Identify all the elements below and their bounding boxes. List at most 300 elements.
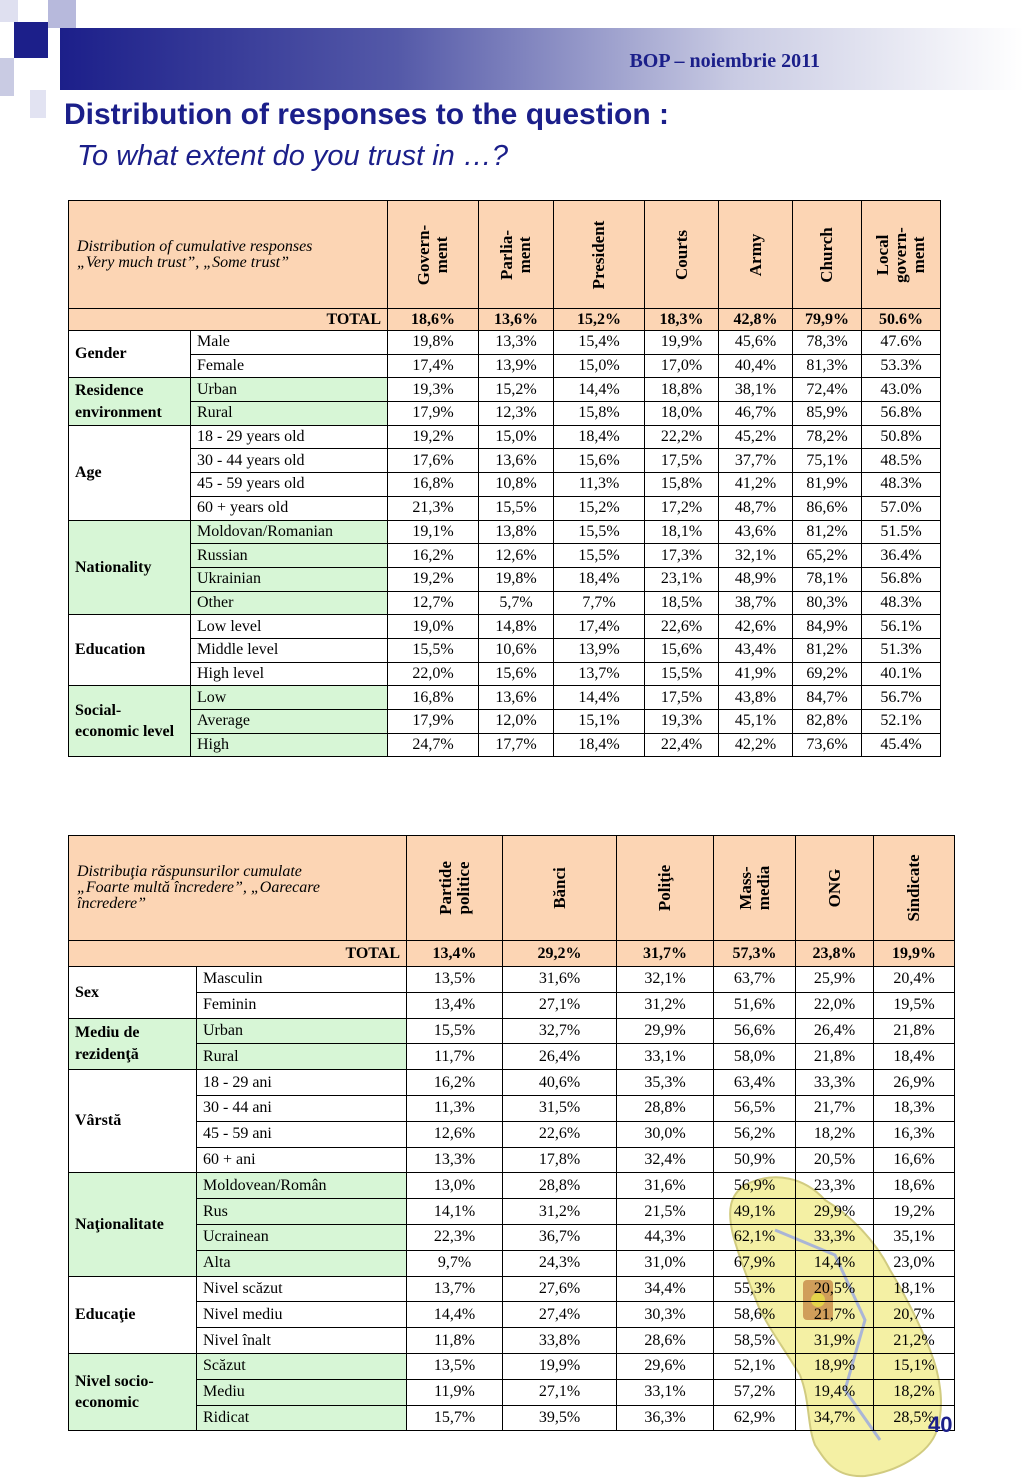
value-cell: 69,2% <box>793 662 862 686</box>
total-value: 50.6% <box>862 309 941 331</box>
value-cell: 15,2% <box>554 496 645 520</box>
value-cell: 19,4% <box>796 1379 874 1405</box>
value-cell: 12,0% <box>479 710 554 734</box>
column-header <box>714 836 796 941</box>
category-cell: Educaţie <box>69 1276 197 1353</box>
column-header-line: Bănci <box>549 867 569 909</box>
row-label: Middle level <box>191 638 388 662</box>
value-cell: 82,8% <box>793 710 862 734</box>
value-cell: 58,5% <box>714 1328 796 1354</box>
category-cell: Residence environment <box>69 378 191 425</box>
value-cell: 16,2% <box>388 544 479 568</box>
category-cell: Education <box>69 615 191 686</box>
table-row <box>69 354 941 378</box>
value-cell: 12,6% <box>479 544 554 568</box>
total-value: 79,9% <box>793 309 862 331</box>
value-cell: 56,9% <box>714 1173 796 1199</box>
column-header-line: Local <box>873 234 893 275</box>
row-label: Moldovan/Romanian <box>191 520 388 544</box>
column-header <box>719 201 793 309</box>
value-cell: 28,8% <box>503 1173 617 1199</box>
header-square-decoration <box>0 58 14 96</box>
total-value: 29,2% <box>503 941 617 967</box>
column-header-text <box>415 224 451 284</box>
value-cell: 19,2% <box>388 425 479 449</box>
value-cell: 24,3% <box>503 1250 617 1276</box>
value-cell: 22,6% <box>645 615 719 639</box>
value-cell: 29,9% <box>617 1018 714 1044</box>
category-cell: Sex <box>69 967 197 1019</box>
trust-table-english <box>68 200 941 757</box>
value-cell: 21,7% <box>796 1095 874 1121</box>
value-cell: 21,5% <box>617 1199 714 1225</box>
value-cell: 33,8% <box>503 1328 617 1354</box>
value-cell: 13,7% <box>407 1276 503 1302</box>
row-label: 30 - 44 ani <box>197 1095 407 1121</box>
value-cell: 67,9% <box>714 1250 796 1276</box>
table-row <box>69 733 941 757</box>
value-cell: 58,6% <box>714 1302 796 1328</box>
value-cell: 62,9% <box>714 1405 796 1431</box>
column-header-line: ONG <box>824 868 844 908</box>
value-cell: 14,4% <box>554 686 645 710</box>
value-cell: 13,7% <box>554 662 645 686</box>
column-header-line: govern- <box>891 226 911 283</box>
category-cell: Vârstă <box>69 1070 197 1173</box>
value-cell: 33,1% <box>617 1379 714 1405</box>
table-row <box>69 1199 955 1225</box>
column-header-line: Parlia- <box>497 229 517 280</box>
value-cell: 16,8% <box>388 473 479 497</box>
table-row <box>69 1328 955 1354</box>
value-cell: 41,2% <box>719 473 793 497</box>
value-cell: 16,3% <box>874 1121 955 1147</box>
total-value: 23,8% <box>796 941 874 967</box>
value-cell: 27,6% <box>503 1276 617 1302</box>
value-cell: 19,9% <box>503 1353 617 1379</box>
value-cell: 16,6% <box>874 1147 955 1173</box>
value-cell: 50.8% <box>862 425 941 449</box>
value-cell: 48,7% <box>719 496 793 520</box>
row-label: High level <box>191 662 388 686</box>
row-label: Nivel mediu <box>197 1302 407 1328</box>
value-cell: 63,4% <box>714 1070 796 1096</box>
value-cell: 13,5% <box>407 1353 503 1379</box>
value-cell: 22,6% <box>503 1121 617 1147</box>
value-cell: 12,6% <box>407 1121 503 1147</box>
table-row <box>69 992 955 1018</box>
value-cell: 33,3% <box>796 1070 874 1096</box>
row-label: High <box>191 733 388 757</box>
value-cell: 43.0% <box>862 378 941 402</box>
column-header-line: ment <box>908 236 928 273</box>
table-row <box>69 1018 955 1044</box>
total-row <box>69 941 955 967</box>
value-cell: 27,1% <box>503 1379 617 1405</box>
value-cell: 38,7% <box>719 591 793 615</box>
table-row <box>69 1250 955 1276</box>
value-cell: 40,6% <box>503 1070 617 1096</box>
row-label: Low <box>191 686 388 710</box>
value-cell: 15,8% <box>554 402 645 426</box>
value-cell: 40,4% <box>719 354 793 378</box>
value-cell: 15,1% <box>874 1353 955 1379</box>
description-line: „Foarte multă încredere”, „Oarecare <box>77 879 320 896</box>
column-header <box>554 201 645 309</box>
value-cell: 41,9% <box>719 662 793 686</box>
value-cell: 17,4% <box>554 615 645 639</box>
value-cell: 15,5% <box>479 496 554 520</box>
value-cell: 50,9% <box>714 1147 796 1173</box>
row-label: 18 - 29 years old <box>191 425 388 449</box>
value-cell: 45,2% <box>719 425 793 449</box>
value-cell: 16,8% <box>388 686 479 710</box>
value-cell: 80,3% <box>793 591 862 615</box>
value-cell: 12,7% <box>388 591 479 615</box>
column-header <box>617 836 714 941</box>
value-cell: 32,1% <box>617 967 714 993</box>
value-cell: 15,0% <box>554 354 645 378</box>
header-gradient-band <box>60 28 1024 90</box>
header-square-decoration <box>14 22 48 58</box>
value-cell: 29,9% <box>796 1199 874 1225</box>
value-cell: 10,8% <box>479 473 554 497</box>
total-value: 19,9% <box>874 941 955 967</box>
column-header-line: President <box>589 220 609 289</box>
value-cell: 19,2% <box>874 1199 955 1225</box>
value-cell: 40.1% <box>862 662 941 686</box>
row-label: Rus <box>197 1199 407 1225</box>
value-cell: 17,2% <box>645 496 719 520</box>
table-row <box>69 1070 955 1096</box>
value-cell: 18,4% <box>554 567 645 591</box>
value-cell: 51.3% <box>862 638 941 662</box>
value-cell: 5,7% <box>479 591 554 615</box>
description-line: „Very much trust”, „Some trust” <box>77 253 290 271</box>
column-header-line: Mass- <box>735 866 755 910</box>
value-cell: 33,1% <box>617 1044 714 1070</box>
row-label: Urban <box>197 1018 407 1044</box>
row-label: Russian <box>191 544 388 568</box>
value-cell: 32,7% <box>503 1018 617 1044</box>
value-cell: 19,2% <box>388 567 479 591</box>
total-value: 42,8% <box>719 309 793 331</box>
table-row <box>69 1044 955 1070</box>
value-cell: 22,0% <box>388 662 479 686</box>
value-cell: 14,8% <box>479 615 554 639</box>
value-cell: 22,0% <box>796 992 874 1018</box>
table-row <box>69 425 941 449</box>
value-cell: 78,3% <box>793 331 862 355</box>
value-cell: 84,9% <box>793 615 862 639</box>
value-cell: 38,1% <box>719 378 793 402</box>
value-cell: 21,3% <box>388 496 479 520</box>
value-cell: 65,2% <box>793 544 862 568</box>
value-cell: 17,8% <box>503 1147 617 1173</box>
value-cell: 57,2% <box>714 1379 796 1405</box>
row-label: Female <box>191 354 388 378</box>
table-row <box>69 331 941 355</box>
value-cell: 42,2% <box>719 733 793 757</box>
table-row <box>69 1173 955 1199</box>
value-cell: 13,9% <box>554 638 645 662</box>
value-cell: 11,8% <box>407 1328 503 1354</box>
category-cell: Social-economic level <box>69 686 191 757</box>
row-label: Urban <box>191 378 388 402</box>
value-cell: 31,9% <box>796 1328 874 1354</box>
value-cell: 26,9% <box>874 1070 955 1096</box>
survey-label: BOP – noiembrie 2011 <box>629 50 820 72</box>
value-cell: 15,2% <box>479 378 554 402</box>
value-cell: 51,6% <box>714 992 796 1018</box>
table-row <box>69 1353 955 1379</box>
value-cell: 19,8% <box>479 567 554 591</box>
value-cell: 13,3% <box>407 1147 503 1173</box>
value-cell: 32,4% <box>617 1147 714 1173</box>
value-cell: 15,4% <box>554 331 645 355</box>
value-cell: 14,1% <box>407 1199 503 1225</box>
value-cell: 14,4% <box>554 378 645 402</box>
value-cell: 22,3% <box>407 1224 503 1250</box>
value-cell: 19,3% <box>645 710 719 734</box>
column-header-line: media <box>753 865 773 911</box>
value-cell: 56.8% <box>862 402 941 426</box>
table-description <box>69 201 388 309</box>
value-cell: 62,1% <box>714 1224 796 1250</box>
value-cell: 31,5% <box>503 1095 617 1121</box>
column-header-line: Govern- <box>414 224 434 285</box>
column-header-line: Army <box>745 233 765 276</box>
value-cell: 78,2% <box>793 425 862 449</box>
value-cell: 13,9% <box>479 354 554 378</box>
row-label: Alta <box>197 1250 407 1276</box>
total-value: 18,6% <box>388 309 479 331</box>
value-cell: 15,6% <box>479 662 554 686</box>
value-cell: 57.0% <box>862 496 941 520</box>
value-cell: 21,2% <box>874 1328 955 1354</box>
row-label: 18 - 29 ani <box>197 1070 407 1096</box>
value-cell: 47.6% <box>862 331 941 355</box>
column-header-text <box>737 866 773 910</box>
row-label: Moldovean/Român <box>197 1173 407 1199</box>
column-header-text <box>498 229 534 279</box>
value-cell: 35,3% <box>617 1070 714 1096</box>
total-row <box>69 309 941 331</box>
value-cell: 31,2% <box>503 1199 617 1225</box>
value-cell: 27,1% <box>503 992 617 1018</box>
total-value: 15,2% <box>554 309 645 331</box>
value-cell: 45,1% <box>719 710 793 734</box>
row-label: 45 - 59 years old <box>191 473 388 497</box>
value-cell: 52.1% <box>862 710 941 734</box>
value-cell: 15,5% <box>645 662 719 686</box>
column-header <box>388 201 479 309</box>
value-cell: 37,7% <box>719 449 793 473</box>
value-cell: 17,3% <box>645 544 719 568</box>
value-cell: 18,5% <box>645 591 719 615</box>
table-row <box>69 615 941 639</box>
value-cell: 78,1% <box>793 567 862 591</box>
column-header-text <box>590 220 608 289</box>
trust-table-romanian <box>68 835 955 1431</box>
table-row <box>69 1121 955 1147</box>
value-cell: 36,3% <box>617 1405 714 1431</box>
column-header-line: ment <box>432 236 452 273</box>
value-cell: 18,6% <box>874 1173 955 1199</box>
row-label: Nivel înalt <box>197 1328 407 1354</box>
column-header-text <box>818 227 836 282</box>
page-title: Distribution of responses to the question : <box>64 98 670 131</box>
value-cell: 31,0% <box>617 1250 714 1276</box>
category-cell: Nationality <box>69 520 191 615</box>
value-cell: 32,1% <box>719 544 793 568</box>
column-header-text <box>905 854 923 921</box>
value-cell: 85,9% <box>793 402 862 426</box>
value-cell: 18,2% <box>874 1379 955 1405</box>
value-cell: 22,2% <box>645 425 719 449</box>
value-cell: 13,6% <box>479 686 554 710</box>
value-cell: 19,0% <box>388 615 479 639</box>
value-cell: 29,6% <box>617 1353 714 1379</box>
total-value: 13,4% <box>407 941 503 967</box>
description-line: Distribution of cumulative responses <box>77 237 313 255</box>
column-header-line: Partide <box>435 861 455 915</box>
value-cell: 18,1% <box>645 520 719 544</box>
value-cell: 7,7% <box>554 591 645 615</box>
value-cell: 35,1% <box>874 1224 955 1250</box>
value-cell: 19,3% <box>388 378 479 402</box>
value-cell: 21,8% <box>796 1044 874 1070</box>
value-cell: 24,7% <box>388 733 479 757</box>
value-cell: 21,7% <box>796 1302 874 1328</box>
column-header <box>479 201 554 309</box>
table-row <box>69 1147 955 1173</box>
value-cell: 55,3% <box>714 1276 796 1302</box>
table-row <box>69 686 941 710</box>
row-label: Low level <box>191 615 388 639</box>
value-cell: 18,4% <box>874 1044 955 1070</box>
value-cell: 15,8% <box>645 473 719 497</box>
table-row <box>69 638 941 662</box>
value-cell: 23,0% <box>874 1250 955 1276</box>
column-header-text <box>437 861 473 915</box>
row-label: Nivel scăzut <box>197 1276 407 1302</box>
value-cell: 45,6% <box>719 331 793 355</box>
value-cell: 56.7% <box>862 686 941 710</box>
value-cell: 48.5% <box>862 449 941 473</box>
total-label: TOTAL <box>69 309 388 331</box>
row-label: 60 + ani <box>197 1147 407 1173</box>
value-cell: 51.5% <box>862 520 941 544</box>
table-row <box>69 378 941 402</box>
value-cell: 73,6% <box>793 733 862 757</box>
value-cell: 30,0% <box>617 1121 714 1147</box>
value-cell: 34,4% <box>617 1276 714 1302</box>
value-cell: 11,9% <box>407 1379 503 1405</box>
table-row <box>69 496 941 520</box>
value-cell: 19,8% <box>388 331 479 355</box>
table-row <box>69 449 941 473</box>
header-square-decoration <box>18 0 48 22</box>
value-cell: 81,3% <box>793 354 862 378</box>
row-label: Rural <box>191 402 388 426</box>
category-cell: Mediu de rezidenţă <box>69 1018 197 1070</box>
value-cell: 15,5% <box>388 638 479 662</box>
row-label: Average <box>191 710 388 734</box>
column-header-text <box>747 233 765 275</box>
column-header-line: Church <box>817 226 837 283</box>
value-cell: 17,5% <box>645 449 719 473</box>
value-cell: 56.8% <box>862 567 941 591</box>
page-subtitle: To what extent do you trust in …? <box>77 140 508 172</box>
value-cell: 81,2% <box>793 520 862 544</box>
value-cell: 18,3% <box>874 1095 955 1121</box>
value-cell: 28,8% <box>617 1095 714 1121</box>
value-cell: 18,4% <box>554 425 645 449</box>
column-header-text <box>551 867 569 909</box>
value-cell: 81,9% <box>793 473 862 497</box>
description-line: încredere” <box>77 895 147 912</box>
row-label: Male <box>191 331 388 355</box>
value-cell: 9,7% <box>407 1250 503 1276</box>
value-cell: 56,6% <box>714 1018 796 1044</box>
value-cell: 10,6% <box>479 638 554 662</box>
column-header <box>793 201 862 309</box>
value-cell: 17,9% <box>388 710 479 734</box>
total-label: TOTAL <box>69 941 407 967</box>
table-row <box>69 1302 955 1328</box>
row-label: Rural <box>197 1044 407 1070</box>
value-cell: 49,1% <box>714 1199 796 1225</box>
value-cell: 53.3% <box>862 354 941 378</box>
row-label: Ucrainean <box>197 1224 407 1250</box>
value-cell: 15,6% <box>554 449 645 473</box>
value-cell: 43,4% <box>719 638 793 662</box>
value-cell: 31,6% <box>503 967 617 993</box>
value-cell: 84,7% <box>793 686 862 710</box>
row-label: Scăzut <box>197 1353 407 1379</box>
value-cell: 16,2% <box>407 1070 503 1096</box>
table-row <box>69 473 941 497</box>
value-cell: 15,6% <box>645 638 719 662</box>
total-value: 57,3% <box>714 941 796 967</box>
value-cell: 58,0% <box>714 1044 796 1070</box>
value-cell: 17,6% <box>388 449 479 473</box>
total-value: 31,7% <box>617 941 714 967</box>
value-cell: 15,0% <box>479 425 554 449</box>
row-label: Other <box>191 591 388 615</box>
value-cell: 18,8% <box>645 378 719 402</box>
category-cell: Gender <box>69 331 191 378</box>
value-cell: 48,9% <box>719 567 793 591</box>
header-square-decoration <box>0 0 18 22</box>
row-label: Ridicat <box>197 1405 407 1431</box>
value-cell: 20,5% <box>796 1147 874 1173</box>
value-cell: 56,5% <box>714 1095 796 1121</box>
value-cell: 17,5% <box>645 686 719 710</box>
value-cell: 17,4% <box>388 354 479 378</box>
value-cell: 11,7% <box>407 1044 503 1070</box>
value-cell: 56,2% <box>714 1121 796 1147</box>
description-line: Distribuţia răspunsurilor cumulate <box>77 863 302 880</box>
category-cell: Nivel socio-economic <box>69 1353 197 1430</box>
value-cell: 72,4% <box>793 378 862 402</box>
value-cell: 42,6% <box>719 615 793 639</box>
column-header <box>862 201 941 309</box>
table-row <box>69 662 941 686</box>
value-cell: 75,1% <box>793 449 862 473</box>
table-row <box>69 520 941 544</box>
